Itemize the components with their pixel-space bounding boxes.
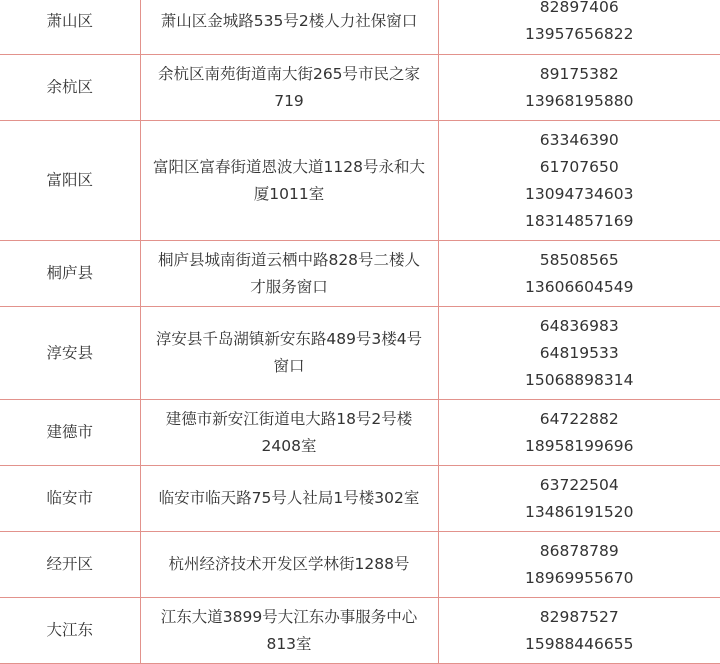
district-cell: 余杭区 — [0, 55, 140, 121]
phone-cell — [438, 466, 720, 532]
phone-cell — [438, 400, 720, 466]
phone-number: 63722504 — [439, 472, 720, 499]
phone-number: 64819533 — [439, 340, 720, 367]
district-cell: 萧山区 — [0, 0, 140, 55]
district-cell: 经开区 — [0, 532, 140, 598]
phone-number: 13606604549 — [439, 274, 720, 301]
phone-number: 13968195880 — [439, 88, 720, 115]
phone-number: 13094734603 — [439, 181, 720, 208]
phone-number: 15068898314 — [439, 367, 720, 394]
phone-cell — [438, 121, 720, 241]
table-row — [0, 532, 720, 598]
phone-cell — [438, 307, 720, 400]
district-cell: 富阳区 — [0, 121, 140, 241]
address-cell: 杭州经济技术开发区学林街1288号 — [140, 532, 438, 598]
address-cell: 建德市新安江街道电大路18号2号楼2408室 — [140, 400, 438, 466]
phone-cell — [438, 598, 720, 664]
phone-number: 64722882 — [439, 406, 720, 433]
table-row — [0, 121, 720, 241]
phone-number: 18969955670 — [439, 565, 720, 592]
phone-cell — [438, 55, 720, 121]
phone-number: 64836983 — [439, 313, 720, 340]
district-cell: 建德市 — [0, 400, 140, 466]
phone-number: 58508565 — [439, 247, 720, 274]
table-row — [0, 598, 720, 664]
table-row — [0, 466, 720, 532]
phone-cell — [438, 0, 720, 55]
phone-number: 82987527 — [439, 604, 720, 631]
address-cell: 临安市临天路75号人社局1号楼302室 — [140, 466, 438, 532]
address-cell: 萧山区金城路535号2楼人力社保窗口 — [140, 0, 438, 55]
address-cell: 江东大道3899号大江东办事服务中心813室 — [140, 598, 438, 664]
table-row — [0, 0, 720, 55]
phone-cell — [438, 241, 720, 307]
phone-number: 86878789 — [439, 538, 720, 565]
phone-number: 18958199696 — [439, 433, 720, 460]
phone-number: 13486191520 — [439, 499, 720, 526]
phone-number: 63346390 — [439, 127, 720, 154]
address-cell: 余杭区南苑街道南大街265号市民之家719 — [140, 55, 438, 121]
district-cell: 临安市 — [0, 466, 140, 532]
district-cell: 大江东 — [0, 598, 140, 664]
address-cell: 淳安县千岛湖镇新安东路489号3楼4号窗口 — [140, 307, 438, 400]
district-cell: 淳安县 — [0, 307, 140, 400]
phone-number: 18314857169 — [439, 208, 720, 235]
table-row — [0, 55, 720, 121]
address-cell: 富阳区富春街道恩波大道1128号永和大厦1011室 — [140, 121, 438, 241]
district-cell: 桐庐县 — [0, 241, 140, 307]
table-row — [0, 400, 720, 466]
table-row — [0, 241, 720, 307]
phone-number: 89175382 — [439, 61, 720, 88]
table-row — [0, 307, 720, 400]
address-cell: 桐庐县城南街道云栖中路828号二楼人才服务窗口 — [140, 241, 438, 307]
phone-cell — [438, 532, 720, 598]
phone-number: 15988446655 — [439, 631, 720, 658]
phone-number: 13957656822 — [439, 21, 720, 48]
phone-number: 82897406 — [439, 0, 720, 21]
phone-number: 61707650 — [439, 154, 720, 181]
